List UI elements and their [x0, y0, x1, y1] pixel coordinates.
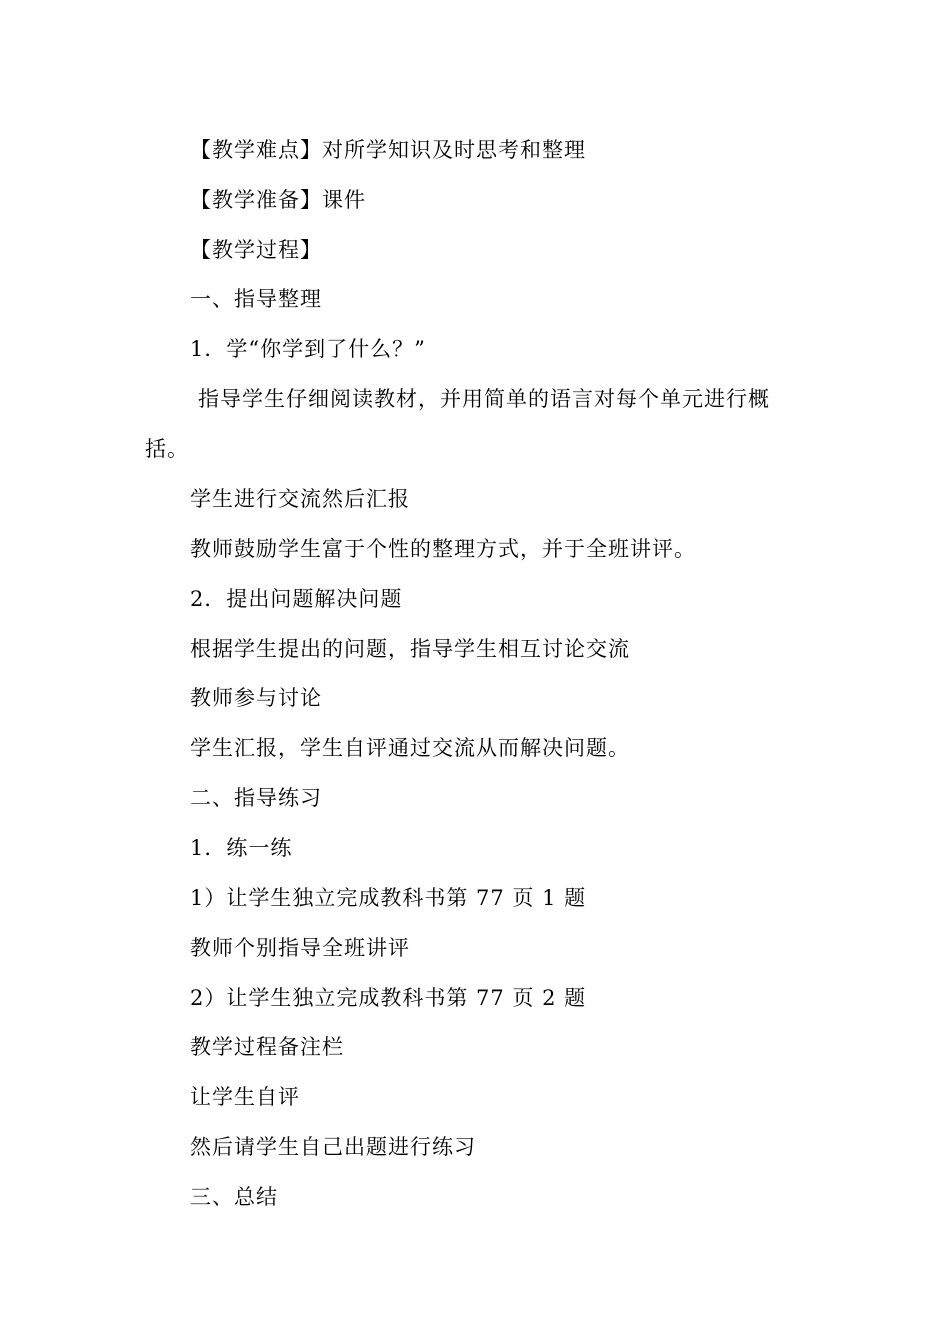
teaching-process-heading: 【教学过程】 [190, 238, 322, 262]
step-2-heading: 2．提出问题解决问题 [190, 587, 403, 611]
paragraph-line: 学生汇报，学生自评通过交流从而解决问题。 [190, 736, 630, 760]
section-2-heading: 二、指导练习 [190, 786, 322, 810]
paragraph-line: 教师个别指导全班讲评 [190, 936, 410, 960]
step-1-heading: 1．学“你学到了什么？” [190, 337, 426, 361]
paragraph-line: 然后请学生自己出题进行练习 [190, 1135, 476, 1159]
exercise-item-2: 2）让学生独立完成教科书第 77 页 2 题 [190, 986, 587, 1010]
paragraph-line: 教师鼓励学生富于个性的整理方式，并于全班讲评。 [190, 537, 696, 561]
exercise-item-1: 1）让学生独立完成教科书第 77 页 1 题 [190, 886, 587, 910]
section-3-heading: 三、总结 [190, 1185, 278, 1209]
teaching-difficulty-line: 【教学难点】对所学知识及时思考和整理 [190, 138, 586, 162]
teaching-preparation-line: 【教学准备】课件 [190, 188, 366, 212]
section-1-heading: 一、指导整理 [190, 287, 322, 311]
paragraph-line-continued: 括。 [145, 437, 189, 461]
paragraph-line: 让学生自评 [190, 1085, 300, 1109]
remarks-column-label: 教学过程备注栏 [190, 1035, 344, 1059]
paragraph-line: 学生进行交流然后汇报 [190, 487, 410, 511]
exercise-heading: 1．练一练 [190, 836, 293, 860]
paragraph-line: 教师参与讨论 [190, 686, 322, 710]
paragraph-line: 根据学生提出的问题，指导学生相互讨论交流 [190, 637, 630, 661]
paragraph-line: 指导学生仔细阅读教材，并用简单的语言对每个单元进行概 [198, 387, 770, 411]
